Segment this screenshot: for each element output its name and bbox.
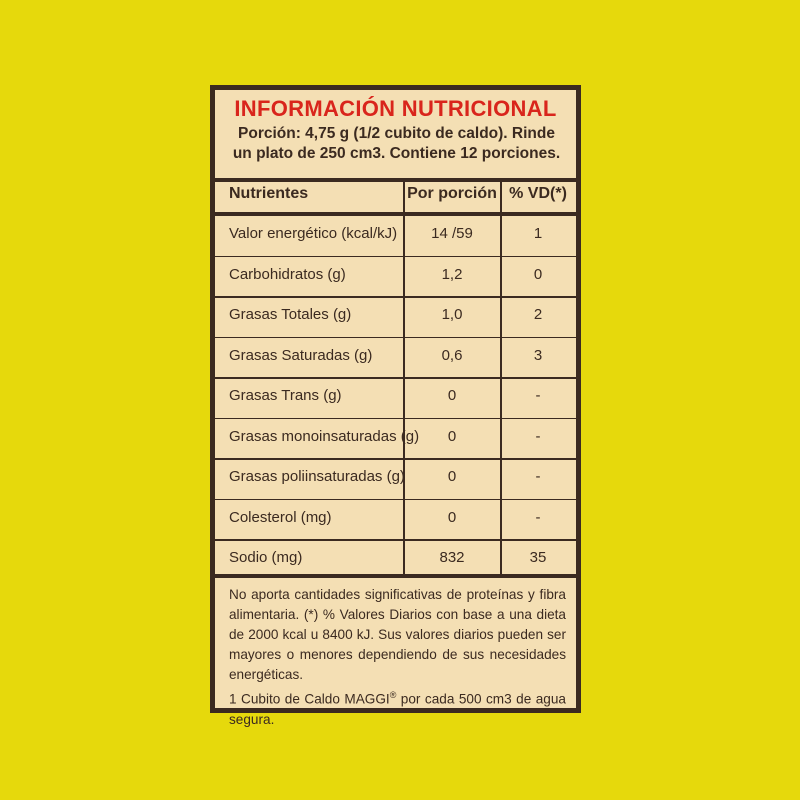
table-bottom-rule	[215, 574, 576, 578]
nutrient-name: Grasas Totales (g)	[229, 306, 352, 323]
row-divider	[215, 337, 576, 339]
dv-value: 1	[533, 225, 543, 242]
nutrient-name: Carbohidratos (g)	[229, 265, 346, 283]
nutrient-name: Sodio (mg)	[229, 549, 303, 566]
header-bottom-rule	[215, 212, 576, 216]
footnote-text: No aporta cantidades significativas de proteínas y fibra alimentaria. (*) % Valores Diarios con base a una dieta de 2000 kcal u 8400 kJ. Sus valores diarios pueden ser mayores o menores dependiendo de sus necesidades energéticas.	[229, 587, 566, 682]
footnote-last-line: 1 Cubito de Caldo MAGGI® por cada 500 cm3 de agua segura.	[229, 690, 566, 727]
header-nutrients: Nutrientes	[229, 185, 309, 202]
registered-mark: ®	[389, 690, 397, 700]
serving-line-1: Porción: 4,75 g (1/2 cubito de caldo). Rinde	[238, 125, 555, 142]
row-divider	[215, 539, 576, 541]
dv-value: 35	[529, 549, 547, 566]
per-serving-value: 14 /59	[431, 225, 473, 242]
nutrient-name: Grasas Trans (g)	[229, 387, 342, 404]
per-serving-value: 0	[447, 427, 457, 445]
dv-value: 0	[533, 265, 543, 283]
per-serving-value: 832	[439, 549, 465, 566]
nutrient-name: Colesterol (mg)	[229, 508, 332, 526]
row-divider	[215, 296, 576, 298]
per-serving-value: 0	[447, 387, 457, 404]
per-serving-value: 0	[447, 508, 457, 526]
nutrition-facts-panel	[210, 85, 581, 727]
header-dv: % VD(*)	[509, 185, 567, 202]
footnote	[229, 585, 566, 730]
header-per-serving: Por porción	[407, 185, 497, 202]
dv-value: -	[535, 468, 541, 485]
dv-value: -	[535, 427, 541, 445]
per-serving-value: 0,6	[441, 346, 463, 364]
row-divider	[215, 256, 576, 258]
dv-value: 3	[533, 346, 543, 364]
nutrient-name: Grasas Saturadas (g)	[229, 346, 373, 364]
nutrient-name: Valor energético (kcal/kJ)	[229, 225, 398, 242]
nutrient-name: Grasas monoinsaturadas (g)	[229, 427, 420, 445]
nutrient-name: Grasas poliinsaturadas (g)	[229, 468, 405, 485]
serving-line-2: un plato de 250 cm3. Contiene 12 porciones.	[232, 145, 561, 162]
nutrition-title: INFORMACIÓN NUTRICIONAL	[234, 96, 557, 121]
row-divider	[215, 499, 576, 501]
serving-info	[225, 124, 568, 164]
dv-value: -	[535, 508, 541, 526]
per-serving-value: 1,0	[441, 306, 463, 323]
per-serving-value: 0	[447, 468, 457, 485]
per-serving-value: 1,2	[441, 265, 463, 283]
dv-value: 2	[533, 306, 543, 323]
row-divider	[215, 377, 576, 379]
row-divider	[215, 418, 576, 420]
dv-value: -	[535, 387, 541, 404]
header-top-rule	[215, 178, 576, 182]
row-divider	[215, 458, 576, 460]
